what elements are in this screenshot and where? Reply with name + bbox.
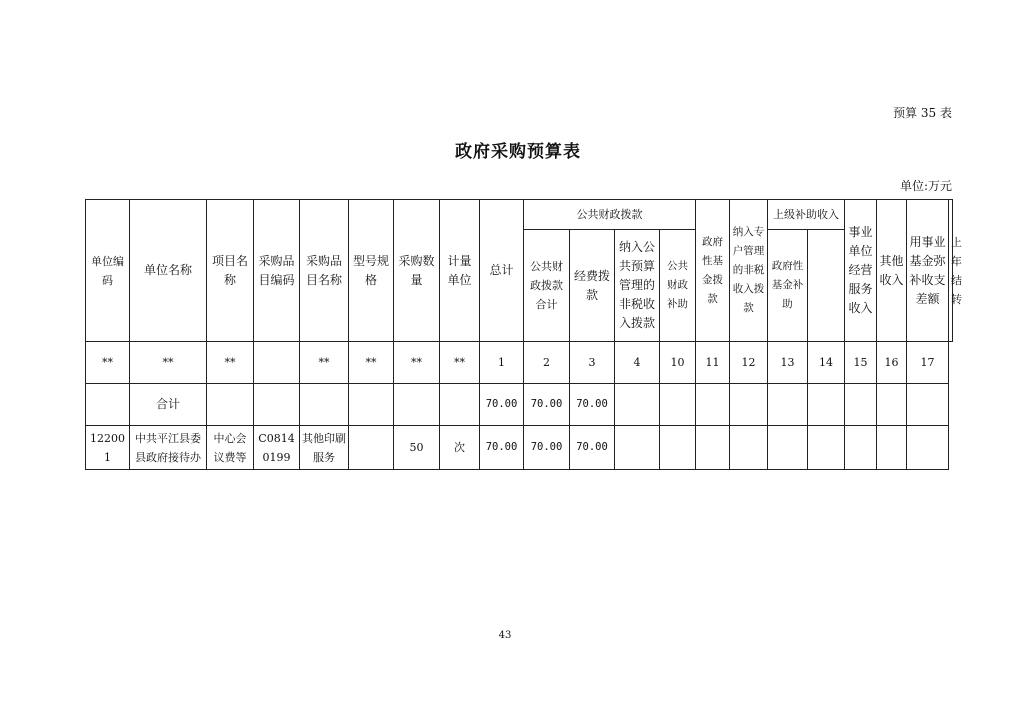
total-row [86,384,953,426]
row-unit-code: 122001 [86,426,130,470]
header-carryover: 上年结转 [949,200,953,342]
header-item-name: 采购品目名称 [300,200,349,342]
total-amount: 70.00 [480,384,524,426]
index-cell: 15 [845,342,877,384]
header-quantity: 采购数量 [394,200,440,342]
unit-label: 单位:万元 [899,179,952,193]
index-cell: 3 [570,342,615,384]
page-number: 43 [498,630,512,641]
row-funding: 70.00 [570,426,615,470]
row-quantity: 50 [394,426,440,470]
header-business-income: 事业单位经营服务收入 [845,200,877,342]
index-cell: ** [86,342,130,384]
header-pf-subtotal: 公共财政拨款合计 [524,230,570,342]
index-row [86,342,953,384]
index-cell: 10 [660,342,696,384]
index-cell: ** [207,342,254,384]
index-cell: 14 [808,342,845,384]
index-cell: 17 [907,342,949,384]
procurement-budget-table [85,199,962,470]
index-cell: 13 [768,342,808,384]
index-cell: 16 [877,342,907,384]
index-cell: 1 [480,342,524,384]
index-cell: 11 [696,342,730,384]
header-budget-nontax: 纳入公共预算管理的非税收入拨款 [615,230,660,342]
header-unit-code: 单位编码 [86,200,130,342]
row-project-name: 中心会议费等 [207,426,254,470]
header-special-nontax: 纳入专户管理的非税收入拨款 [730,200,768,342]
total-label: 合计 [130,384,207,426]
page-title: 政府采购预算表 [455,142,581,162]
header-total: 总计 [480,200,524,342]
header-item-code: 采购品目编码 [254,200,300,342]
header-sub-govfund: 政府性基金补助 [768,230,808,342]
row-unit-name: 中共平江县委县政府接待办 [130,426,207,470]
index-cell: ** [130,342,207,384]
total-pf-subtotal: 70.00 [524,384,570,426]
index-cell: ** [300,342,349,384]
header-gov-fund: 政府性基金拨款 [696,200,730,342]
header-unit-name: 单位名称 [130,200,207,342]
index-cell: 4 [615,342,660,384]
header-funding: 经费拨款 [570,230,615,342]
header-other-income: 其他收入 [877,200,907,342]
index-cell: ** [349,342,394,384]
row-item-name: 其他印刷服务 [300,426,349,470]
header-sub-public: 公共财政补助 [660,230,696,342]
row-total: 70.00 [480,426,524,470]
header-model-spec: 型号规格 [349,200,394,342]
header-superior-subsidy: 上级补助收入 [768,200,845,230]
index-cell [254,342,300,384]
table-row [86,426,953,470]
index-cell: ** [394,342,440,384]
row-pf-subtotal: 70.00 [524,426,570,470]
index-cell: ** [440,342,480,384]
index-cell: 12 [730,342,768,384]
index-cell: 2 [524,342,570,384]
header-measure-unit: 计量单位 [440,200,480,342]
header-project-name: 项目名称 [207,200,254,342]
row-item-code: C08140199 [254,426,300,470]
row-measure-unit: 次 [440,426,480,470]
row-model-spec [349,426,394,470]
header-public-finance: 公共财政拨款 [524,200,696,230]
table-number: 预算 35 表 [893,106,952,120]
total-funding: 70.00 [570,384,615,426]
header-fund-offset: 用事业基金弥补收支差额 [907,200,949,342]
